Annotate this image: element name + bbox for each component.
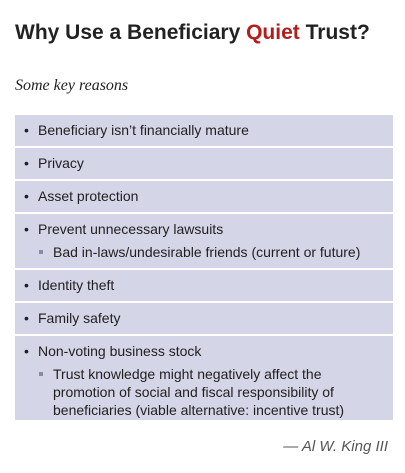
reason-item bbox=[15, 303, 393, 336]
reason-item bbox=[15, 336, 393, 426]
reason-label: Asset protection bbox=[38, 188, 139, 204]
reason-label: Non-voting business stock bbox=[38, 343, 202, 359]
title-accent-word: Quiet bbox=[246, 21, 300, 44]
bullet-icon: • bbox=[24, 277, 29, 293]
bullet-icon: • bbox=[24, 122, 29, 138]
reason-item bbox=[15, 270, 393, 303]
reasons-panel bbox=[15, 115, 393, 420]
bullet-icon: • bbox=[24, 343, 29, 359]
page-subtitle: Some key reasons bbox=[15, 77, 129, 94]
page-title bbox=[15, 20, 395, 45]
reason-label: Beneficiary isn’t financially mature bbox=[38, 122, 249, 138]
square-bullet-icon bbox=[39, 250, 43, 254]
reason-label: Prevent unnecessary lawsuits bbox=[38, 221, 224, 237]
square-bullet-icon bbox=[39, 372, 43, 376]
title-text-end: Trust? bbox=[299, 21, 370, 44]
title-text-start: Why Use a Beneficiary bbox=[15, 21, 247, 44]
attribution: — Al W. King III bbox=[283, 438, 388, 455]
reason-subitem-text: Trust knowledge might negatively affect the promotion of social and fiscal responsibility of beneficiaries (viable alternative: incentive trust) bbox=[53, 366, 345, 418]
reason-label: Family safety bbox=[38, 310, 121, 326]
reason-label: Identity theft bbox=[38, 277, 115, 293]
reason-subitem-text: Bad in-laws/undesirable friends (current or future) bbox=[53, 244, 361, 260]
reason-item bbox=[15, 148, 393, 181]
reason-item bbox=[15, 115, 393, 148]
reasons-list bbox=[15, 115, 393, 426]
reason-label: Privacy bbox=[38, 155, 84, 171]
reason-item bbox=[15, 214, 393, 270]
bullet-icon: • bbox=[24, 155, 29, 171]
bullet-icon: • bbox=[24, 310, 29, 326]
bullet-icon: • bbox=[24, 221, 29, 237]
reason-subitem bbox=[38, 243, 383, 261]
bullet-icon: • bbox=[24, 188, 29, 204]
reason-item bbox=[15, 181, 393, 214]
reason-subitem bbox=[38, 365, 383, 419]
